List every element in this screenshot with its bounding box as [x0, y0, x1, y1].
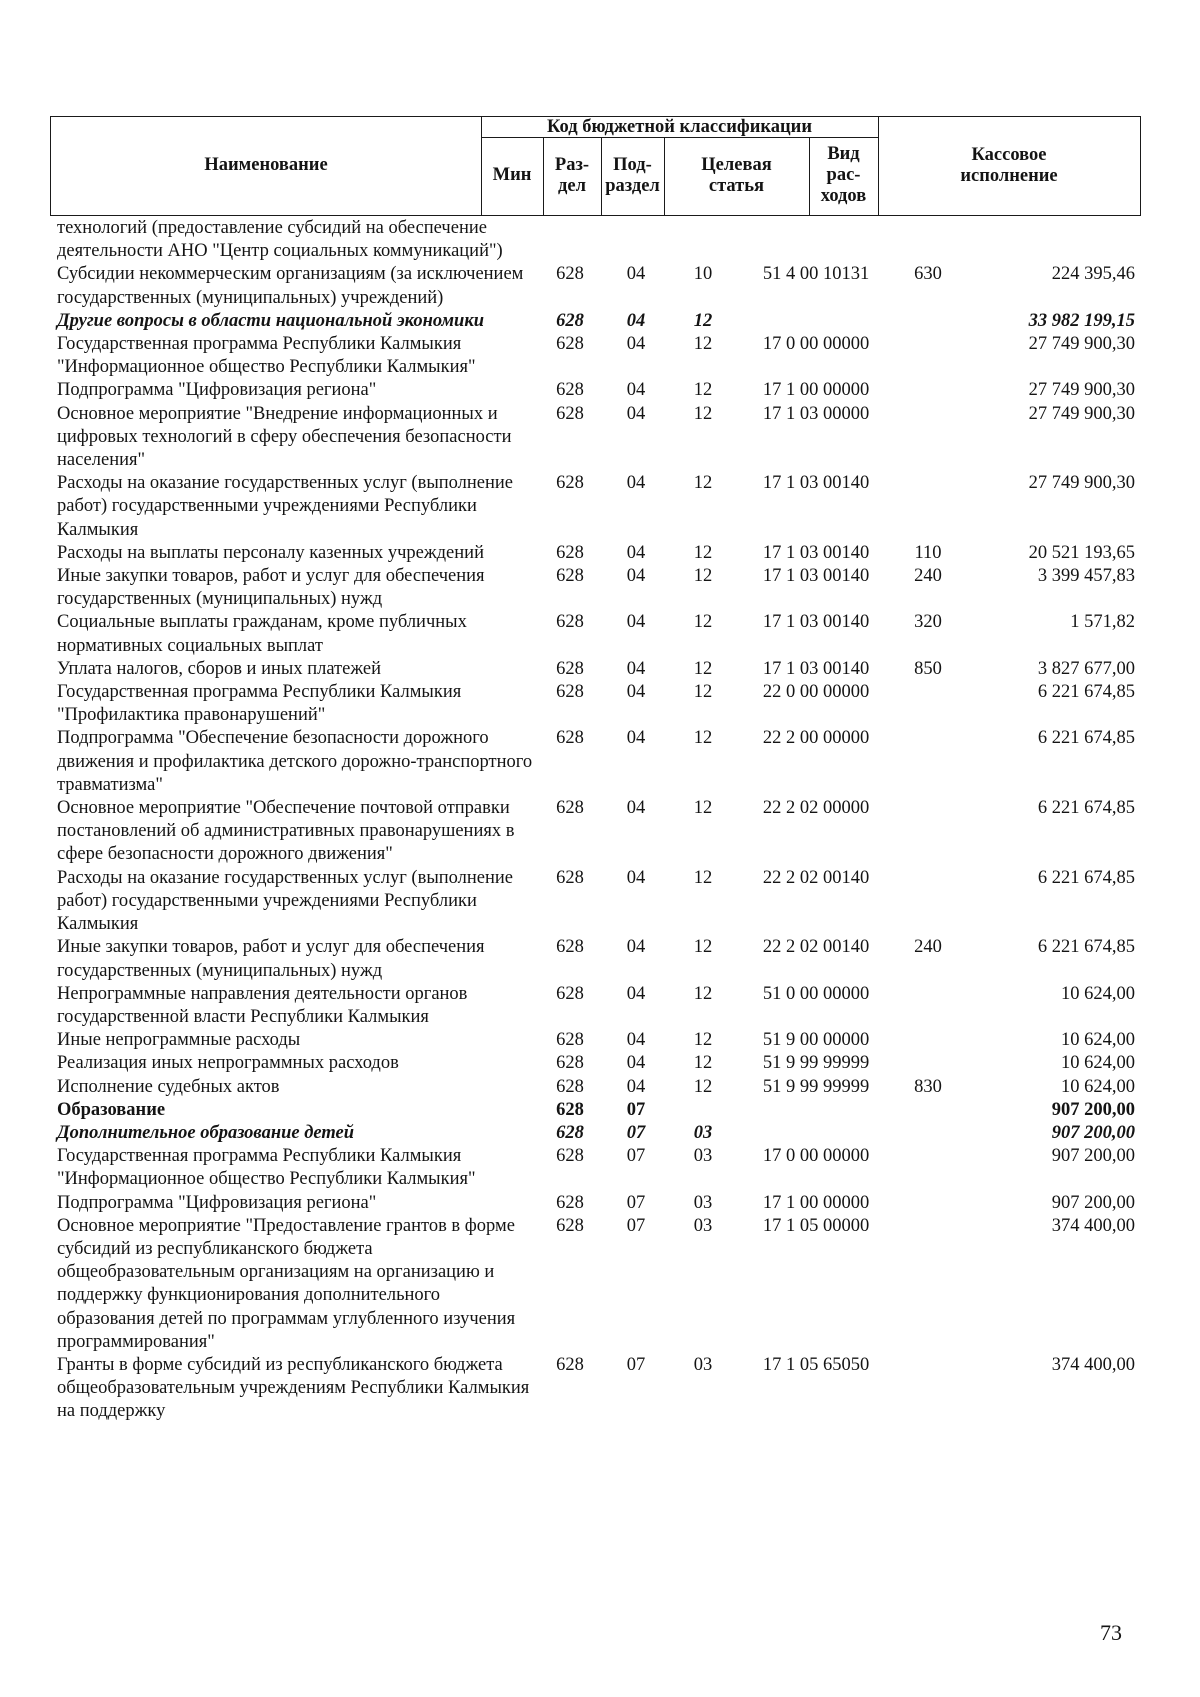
row-name: Основное мероприятие "Внедрение информационных и цифровых технологий в сферу обеспечения безопасности населения"	[57, 403, 512, 471]
row-razdel: 04	[626, 542, 646, 563]
row-name: Субсидии некоммерческим организациям (за исключением государственных (муниципальных) учреждений)	[57, 264, 524, 308]
row-razdel: 04	[626, 867, 646, 888]
row-name: Другие вопросы в области национальной экономики	[57, 310, 485, 331]
row-name: Гранты в форме субсидий из республиканского бюджета общеобразовательным учреждениям Республики Калмыкия на поддержку	[57, 1354, 530, 1422]
row-vid	[893, 310, 963, 333]
row-razdel	[605, 217, 667, 263]
row-name: Подпрограмма "Цифровизация региона"	[57, 1192, 377, 1213]
header-amount-col: Кассовое исполнение	[960, 144, 1058, 186]
row-statya: 51 9 99 99999	[762, 1076, 870, 1097]
row-min: 628	[556, 334, 584, 355]
row-vid	[893, 983, 963, 1029]
row-amount: 6 221 674,85	[1037, 798, 1135, 819]
table-row	[57, 310, 1141, 333]
header-divider	[809, 137, 810, 215]
table-row	[57, 1076, 1141, 1099]
row-razdel: 04	[626, 937, 646, 958]
row-name: Уплата налогов, сборов и иных платежей	[57, 658, 382, 679]
row-amount: 27 749 900,30	[1028, 403, 1135, 424]
row-statya: 17 1 00 00000	[762, 1192, 870, 1213]
table-row	[57, 1099, 1141, 1122]
row-amount: 27 749 900,30	[1028, 473, 1135, 494]
row-name: Государственная программа Республики Калмыкия "Профилактика правонарушений"	[57, 682, 462, 726]
row-min: 628	[556, 264, 584, 285]
row-name: Государственная программа Республики Калмыкия "Информационное общество Республики Калмыкия"	[57, 1146, 476, 1190]
row-amount: 10 624,00	[1061, 1076, 1135, 1097]
row-razdel: 04	[626, 682, 646, 703]
row-razdel: 04	[626, 566, 646, 587]
row-vid	[893, 379, 963, 402]
row-razdel: 04	[626, 473, 646, 494]
row-razdel: 07	[626, 1122, 646, 1143]
row-razdel: 04	[626, 1076, 646, 1097]
row-min: 628	[556, 403, 584, 424]
row-min: 628	[556, 937, 584, 958]
table-row	[57, 379, 1141, 402]
row-statya: 51 4 00 10131	[762, 264, 870, 285]
header-divider	[481, 137, 878, 138]
row-min: 628	[556, 1192, 584, 1213]
row-statya	[739, 310, 893, 333]
row-amount: 6 221 674,85	[1037, 682, 1135, 703]
row-vid: 630	[914, 264, 942, 285]
table-header	[50, 116, 1141, 216]
table-row	[57, 983, 1141, 1029]
row-podrazdel: 12	[693, 983, 713, 1004]
row-podrazdel	[667, 217, 739, 263]
row-name: Расходы на оказание государственных услуг (выполнение работ) государственными учреждениями Республики Калмыкия	[57, 867, 514, 935]
row-amount: 27 749 900,30	[1028, 334, 1135, 355]
row-razdel: 07	[626, 1215, 646, 1236]
row-statya: 17 1 03 00140	[762, 612, 870, 633]
row-razdel: 07	[626, 1192, 646, 1213]
row-name: Иные закупки товаров, работ и услуг для обеспечения государственных (муниципальных) нужд	[57, 937, 485, 981]
row-min: 628	[556, 867, 584, 888]
row-min: 628	[556, 542, 584, 563]
row-statya: 17 1 03 00000	[762, 403, 870, 424]
row-podrazdel: 12	[693, 728, 713, 749]
row-amount: 907 200,00	[1051, 1146, 1135, 1167]
row-amount: 27 749 900,30	[1028, 380, 1135, 401]
row-name: Подпрограмма "Цифровизация региона"	[57, 380, 377, 401]
row-podrazdel: 03	[693, 1146, 713, 1167]
row-statya: 17 1 03 00140	[762, 658, 870, 679]
row-vid: 850	[914, 658, 942, 679]
row-razdel: 04	[626, 728, 646, 749]
row-razdel: 07	[626, 1354, 646, 1375]
header-name-col: Наименование	[204, 155, 328, 175]
table-row	[57, 263, 1141, 309]
row-statya	[739, 217, 893, 263]
row-podrazdel: 12	[693, 937, 713, 958]
row-statya: 17 1 03 00140	[762, 473, 870, 494]
row-name: Дополнительное образование детей	[57, 1122, 355, 1143]
table-row	[57, 1354, 1141, 1424]
row-vid	[893, 727, 963, 797]
row-razdel: 04	[626, 310, 646, 331]
row-vid	[893, 681, 963, 727]
row-amount: 20 521 193,65	[1028, 542, 1135, 563]
row-min: 628	[556, 983, 584, 1004]
header-min-col: Мин	[492, 165, 532, 185]
row-amount: 6 221 674,85	[1037, 937, 1135, 958]
row-podrazdel: 12	[693, 566, 713, 587]
row-name: Основное мероприятие "Обеспечение почтовой отправки постановлений об административных правонарушениях в сфере безопасности дорожного движения"	[57, 798, 515, 865]
row-statya: 17 1 05 00000	[762, 1215, 870, 1236]
row-vid	[893, 403, 963, 473]
header-statya-col: Целевая статья	[701, 154, 772, 196]
table-row	[57, 565, 1141, 611]
row-name: технологий (предоставление субсидий на обеспечение деятельности АНО "Центр социальных коммуникаций")	[57, 218, 503, 262]
header-vid-col: Вид рас- ходов	[820, 144, 867, 206]
row-statya	[739, 1099, 893, 1122]
row-podrazdel	[667, 1099, 739, 1122]
row-amount: 1 571,82	[1070, 612, 1135, 633]
table-row	[57, 403, 1141, 473]
row-min: 628	[556, 380, 584, 401]
table-row	[57, 797, 1141, 867]
row-podrazdel: 12	[693, 1076, 713, 1097]
row-vid	[893, 1192, 963, 1215]
header-group-title: Код бюджетной классификации	[547, 116, 812, 137]
row-vid: 320	[914, 612, 942, 633]
row-vid	[893, 1122, 963, 1145]
row-statya	[739, 1122, 893, 1145]
row-amount: 33 982 199,15	[1028, 310, 1135, 331]
table-row	[57, 333, 1141, 379]
budget-table	[57, 217, 1141, 1424]
table-row	[57, 1215, 1141, 1354]
row-vid	[893, 1145, 963, 1191]
row-podrazdel: 12	[693, 403, 713, 424]
row-min: 628	[556, 682, 584, 703]
row-amount: 10 624,00	[1061, 1030, 1135, 1051]
row-amount: 10 624,00	[1061, 983, 1135, 1004]
row-name: Образование	[57, 1099, 166, 1120]
row-razdel: 04	[626, 658, 646, 679]
row-min: 628	[556, 310, 584, 331]
row-podrazdel: 12	[693, 612, 713, 633]
row-name: Исполнение судебных актов	[57, 1076, 280, 1097]
row-statya: 22 2 02 00140	[762, 937, 870, 958]
row-name: Основное мероприятие "Предоставление грантов в форме субсидий из республиканского бюджета общеобразовательным организациям на организацию и поддержку функционирования дополнительного образования детей по программам углубленного изучения программирования"	[57, 1215, 516, 1352]
row-razdel: 04	[626, 1030, 646, 1051]
row-vid	[893, 797, 963, 867]
row-podrazdel: 12	[693, 682, 713, 703]
row-podrazdel: 12	[693, 334, 713, 355]
row-min: 628	[556, 473, 584, 494]
table-row	[57, 611, 1141, 657]
row-vid	[893, 1215, 963, 1354]
row-statya: 17 0 00 00000	[762, 334, 870, 355]
row-name: Расходы на выплаты персоналу казенных учреждений	[57, 542, 484, 563]
row-vid	[893, 217, 963, 263]
row-min: 628	[556, 1354, 584, 1375]
header-divider	[664, 137, 665, 215]
table-row	[57, 1052, 1141, 1075]
row-vid: 240	[914, 937, 942, 958]
row-min: 628	[556, 1215, 584, 1236]
row-statya: 17 1 00 00000	[762, 380, 870, 401]
row-podrazdel: 12	[693, 310, 713, 331]
row-amount: 907 200,00	[1051, 1122, 1135, 1143]
row-podrazdel: 03	[693, 1354, 713, 1375]
row-statya: 22 0 00 00000	[762, 682, 870, 703]
budget-table-body	[57, 217, 1141, 1424]
row-vid	[893, 867, 963, 937]
row-vid	[893, 1099, 963, 1122]
row-podrazdel: 12	[693, 1053, 713, 1074]
row-min: 628	[556, 658, 584, 679]
row-statya: 17 0 00 00000	[762, 1146, 870, 1167]
row-name: Иные закупки товаров, работ и услуг для обеспечения государственных (муниципальных) нужд	[57, 566, 485, 610]
row-podrazdel: 12	[693, 1030, 713, 1051]
table-row	[57, 1029, 1141, 1052]
row-amount: 6 221 674,85	[1037, 867, 1135, 888]
row-name: Социальные выплаты гражданам, кроме публичных нормативных социальных выплат	[57, 612, 467, 656]
row-vid: 110	[914, 542, 942, 563]
row-statya: 17 1 05 65050	[762, 1354, 870, 1375]
row-statya: 22 2 02 00140	[762, 867, 870, 888]
row-podrazdel: 12	[693, 798, 713, 819]
row-name: Подпрограмма "Обеспечение безопасности дорожного движения и профилактика детского дорожно-транспортного травматизма"	[57, 728, 533, 795]
row-razdel: 04	[626, 798, 646, 819]
row-vid	[893, 1052, 963, 1075]
row-statya: 17 1 03 00140	[762, 566, 870, 587]
header-divider	[878, 117, 879, 215]
row-name: Расходы на оказание государственных услуг (выполнение работ) государственными учреждениями Республики Калмыкия	[57, 473, 514, 540]
row-min: 628	[556, 566, 584, 587]
page-number: 73	[1100, 1620, 1122, 1645]
table-row	[57, 1122, 1141, 1145]
row-statya: 22 2 02 00000	[762, 798, 870, 819]
table-row	[57, 867, 1141, 937]
row-name: Реализация иных непрограммных расходов	[57, 1053, 399, 1074]
row-min: 628	[556, 1146, 584, 1167]
row-podrazdel: 12	[693, 380, 713, 401]
row-amount: 907 200,00	[1051, 1192, 1135, 1213]
row-statya: 22 2 00 00000	[762, 728, 870, 749]
row-statya: 51 9 99 99999	[762, 1053, 870, 1074]
row-vid	[893, 1354, 963, 1424]
table-row	[57, 1192, 1141, 1215]
row-name: Иные непрограммные расходы	[57, 1030, 301, 1051]
row-podrazdel: 12	[693, 542, 713, 563]
row-min: 628	[556, 1030, 584, 1051]
row-amount: 374 400,00	[1051, 1354, 1135, 1375]
row-amount: 907 200,00	[1051, 1099, 1135, 1120]
row-min: 628	[556, 1099, 584, 1120]
row-min: 628	[556, 798, 584, 819]
row-amount: 374 400,00	[1051, 1215, 1135, 1236]
row-podrazdel: 10	[693, 264, 713, 285]
row-amount: 6 221 674,85	[1037, 728, 1135, 749]
row-amount: 3 399 457,83	[1037, 566, 1135, 587]
header-divider	[481, 117, 482, 215]
row-amount: 10 624,00	[1061, 1053, 1135, 1074]
table-row	[57, 681, 1141, 727]
row-min	[535, 217, 605, 263]
header-podrazdel-col: Под- раздел	[605, 154, 660, 196]
row-min: 628	[556, 1076, 584, 1097]
row-razdel: 07	[626, 1099, 646, 1120]
header-divider	[601, 137, 602, 215]
row-vid	[893, 333, 963, 379]
row-min: 628	[556, 1122, 584, 1143]
row-podrazdel: 03	[693, 1122, 713, 1143]
table-row	[57, 217, 1141, 263]
row-amount: 3 827 677,00	[1037, 658, 1135, 679]
row-amount: 224 395,46	[1051, 264, 1135, 285]
row-podrazdel: 03	[693, 1192, 713, 1213]
row-razdel: 04	[626, 334, 646, 355]
row-razdel: 04	[626, 1053, 646, 1074]
row-amount	[963, 217, 1141, 263]
row-statya: 17 1 03 00140	[762, 542, 870, 563]
table-row	[57, 936, 1141, 982]
table-row	[57, 727, 1141, 797]
row-podrazdel: 12	[693, 658, 713, 679]
row-name: Государственная программа Республики Калмыкия "Информационное общество Республики Калмыкия"	[57, 334, 476, 378]
row-podrazdel: 12	[693, 867, 713, 888]
row-razdel: 04	[626, 403, 646, 424]
row-podrazdel: 03	[693, 1215, 713, 1236]
row-razdel: 07	[626, 1146, 646, 1167]
row-podrazdel: 12	[693, 473, 713, 494]
table-row	[57, 1145, 1141, 1191]
row-name: Непрограммные направления деятельности органов государственной власти Республики Калмыкия	[57, 983, 468, 1027]
row-min: 628	[556, 728, 584, 749]
row-vid	[893, 1029, 963, 1052]
table-row	[57, 658, 1141, 681]
table-row	[57, 542, 1141, 565]
row-statya: 51 9 00 00000	[762, 1030, 870, 1051]
row-vid	[893, 472, 963, 542]
row-razdel: 04	[626, 264, 646, 285]
row-vid: 240	[914, 566, 942, 587]
row-razdel: 04	[626, 612, 646, 633]
header-razdel-col: Раз- дел	[554, 154, 590, 196]
row-vid: 830	[914, 1076, 942, 1097]
row-razdel: 04	[626, 983, 646, 1004]
row-statya: 51 0 00 00000	[762, 983, 870, 1004]
row-min: 628	[556, 612, 584, 633]
header-divider	[543, 137, 544, 215]
row-razdel: 04	[626, 380, 646, 401]
table-row	[57, 472, 1141, 542]
row-min: 628	[556, 1053, 584, 1074]
